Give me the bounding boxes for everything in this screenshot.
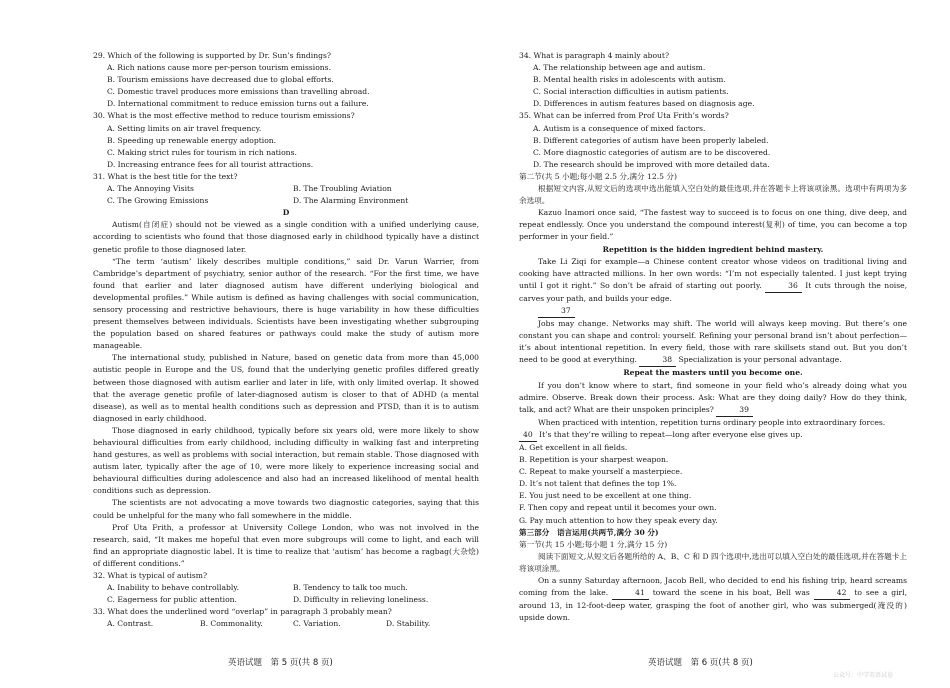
question-29-stem: 29. Which of the following is supported by Dr. Sun’s findings? bbox=[93, 51, 331, 60]
question-34-option-b: B. Mental health risks in adolescents with autism. bbox=[533, 75, 726, 85]
cloze-blank-37-line bbox=[519, 305, 907, 318]
choice-a: A. Get excellent in all fields. bbox=[519, 443, 628, 452]
question-34-option-d: D. Differences in autism features based on diagnosis age. bbox=[533, 99, 755, 109]
question-32-options-row-1 bbox=[93, 582, 479, 594]
question-32-options-row-2 bbox=[93, 594, 479, 606]
passage-d-paragraph-6: Prof Uta Frith, a professor at University College London, who was not involved in the research, said, “It makes me hopeful that even more subgroups will come to light, and each will find an appropriate diagnostic label. It is time to realize that ‘autism’ has become a ragbag(大杂烩) of different conditions.” bbox=[93, 522, 479, 568]
question-31-option-a: A. The Annoying Visits bbox=[107, 184, 194, 194]
section-2-instructions: 根据短文内容,从短文后的选项中选出能填入空白处的最佳选项,并在答题卡上将该项涂黑。选项中有两项为多余选项。 bbox=[519, 184, 907, 206]
cloze-paragraph-6 bbox=[519, 429, 907, 442]
passage-d-paragraph-3: The international study, published in Nature, based on genetic data from more than 45,000 autistic people in Europe and the US, found that the underlying genetic profiles differed greatly between those diagnosed with autism earlier and later in life, with only limited overlap. It showed that the average genetic profile of later-diagnosed autism is closer to that of ADHD (a mental disease), as well as to mental health conditions such as depression and PTSD, than it is to autism diagnosed in early childhood. bbox=[93, 353, 479, 423]
question-30-option-a: A. Setting limits on air travel frequency. bbox=[107, 123, 262, 133]
question-30-option-d: D. Increasing entrance fees for all tourist attractions. bbox=[107, 159, 314, 169]
page-6-footer: 英语试题 第 6 页(共 8 页) bbox=[648, 658, 753, 668]
choice-b: B. Repetition is your sharpest weapon. bbox=[519, 455, 669, 465]
question-34-option-c: C. Social interaction difficulties in autism patients. bbox=[533, 87, 729, 97]
passage-d-paragraph-5: The scientists are not advocating a move towards two diagnostic categories, saying that this could be unhelpful for the many who fall somewhere in the middle. bbox=[93, 498, 479, 520]
cloze-heading-1: Repetition is the hidden ingredient behind mastery. bbox=[602, 244, 824, 254]
story-text-3: to see a girl, around 13, in 12-foot-deep water, grasping the foot of another girl, who was submerged(淹没的) upside down. bbox=[519, 588, 907, 623]
question-33-option-c: C. Variation. bbox=[293, 619, 341, 629]
question-31-option-b: B. The Troubling Aviation bbox=[293, 184, 392, 194]
passage-d-heading: D bbox=[282, 208, 290, 218]
cloze-paragraph-2-end: It cuts through the noise, carves your path, and builds your edge. bbox=[519, 280, 907, 303]
passage-d-paragraph-2: “The term ‘autism’ likely describes multiple conditions,” said Dr. Varun Warrier, from Cambridge’s department of psychiatry, senior author of the research. “For the first time, we have found that earlier and later diagnosed autism have different underlying biological and developmental profiles.” While autism is defined as having challenges with social communication, sensory processing and restrictive behaviours, there is huge variability in how these difficulties present themselves between individuals. Scientists have been investigating whether subgrouping the population based on shared features or pathways could make the study of autism more manageable. bbox=[93, 256, 479, 351]
question-35-option-a: A. Autism is a consequence of mixed factors. bbox=[533, 123, 706, 133]
story-paragraph-1 bbox=[519, 575, 907, 624]
question-31-options-row-2 bbox=[93, 195, 479, 207]
cloze-paragraph-3 bbox=[519, 318, 907, 367]
passage-d-paragraph-1: Autism(自闭症) should not be viewed as a single condition with a unified underlying cause, according to scientists who found that those diagnosed early in childhood typically have a distinct genetic profile to those diagnosed later. bbox=[93, 220, 479, 254]
question-29-option-c: C. Domestic travel produces more emissions than travelling abroad. bbox=[107, 87, 370, 97]
question-32-stem: 32. What is typical of autism? bbox=[93, 571, 208, 581]
blank-36: 36 bbox=[765, 280, 802, 293]
choice-f: F. Then copy and repeat until it becomes your own. bbox=[519, 503, 717, 513]
question-33-option-d: D. Stability. bbox=[386, 619, 431, 629]
cloze-heading-2: Repeat the masters until you become one. bbox=[623, 368, 803, 378]
cloze-paragraph-3-end: Specialization is your personal advantage. bbox=[678, 355, 842, 365]
question-34-option-a: A. The relationship between age and autism. bbox=[533, 63, 706, 73]
story-text-1: On a sunny Saturday afternoon, Jacob Bell, who decided to end his fishing trip, heard screams coming from the lake. bbox=[519, 576, 907, 598]
question-29-option-a: A. Rich nations cause more per-person tourism emissions. bbox=[107, 63, 331, 73]
cloze-paragraph-4-text: If you don’t know where to start, find someone in your field who’s already doing what you admire. Observe. Break down their process. Ask: What are they doing daily? How do they think, talk, and act? What are their unspoken principles? bbox=[519, 380, 907, 414]
blank-37: 37 bbox=[538, 305, 575, 318]
question-32-option-b: B. Tendency to talk too much. bbox=[293, 583, 408, 593]
question-33-options bbox=[93, 618, 479, 630]
section-1-instructions: 阅读下面短文,从短文后各题所给的 A、B、C 和 D 四个选项中,选出可以填入空白处的最佳选项,并在答题卡上将该项涂黑。 bbox=[519, 551, 907, 573]
question-33-option-b: B. Commonality. bbox=[200, 619, 263, 629]
section-2-title: 第二节(共 5 小题;每小题 2.5 分,满分 12.5 分) bbox=[519, 171, 677, 181]
cloze-paragraph-6-text: It’s that they’re willing to repeat—long after everyone else gives up. bbox=[539, 429, 803, 439]
watermark: 公众号：中学英语试卷 bbox=[833, 672, 894, 679]
cloze-paragraph-5: When practiced with intention, repetition turns ordinary people into extraordinary forces. bbox=[538, 417, 886, 427]
question-35-option-d: D. The research should be improved with more detailed data. bbox=[533, 159, 770, 169]
part-3-title: 第三部分 语言运用(共两节,满分 30 分) bbox=[519, 527, 659, 537]
question-30-option-b: B. Speeding up renewable energy adoption. bbox=[107, 135, 277, 145]
section-1-title: 第一节(共 15 小题;每小题 1 分,满分 15 分) bbox=[519, 539, 668, 549]
cloze-paragraph-2 bbox=[519, 256, 907, 305]
blank-41: 41 bbox=[612, 587, 649, 600]
cloze-paragraph-4 bbox=[519, 380, 907, 417]
question-31-stem: 31. What is the best title for the text? bbox=[93, 171, 238, 181]
right-page bbox=[519, 50, 907, 624]
choice-c: C. Repeat to make yourself a masterpiece. bbox=[519, 467, 683, 477]
question-33-option-a: A. Contrast. bbox=[107, 619, 154, 629]
choice-e: E. You just need to be excellent at one thing. bbox=[519, 491, 692, 501]
passage-d-paragraph-4: Those diagnosed in early childhood, typically before six years old, were more likely to show behavioural difficulties from early childhood, including difficulty in walking fast and interpreting hand gestures, as well as problems with social interaction, but remain stable. Those diagnosed with autism later, typically after the age of 10, were more likely to experience increasing social and behavioural difficulties during adolescence and also had an increased likelihood of mental health conditions such as depression. bbox=[93, 425, 479, 496]
question-31-option-d: D. The Alarming Environment bbox=[293, 196, 409, 206]
question-32-option-a: A. Inability to behave controllably. bbox=[107, 583, 239, 593]
choice-d: D. It’s not talent that defines the top 1%. bbox=[519, 479, 677, 489]
cloze-paragraph-2-start: Take Li Ziqi for example—a Chinese content creator whose videos on traditional living and cooking have attracted millions. In her own words: “I’m not especially talented. I just kept trying until I got it right.” So don’t be afraid of starting out poorly. bbox=[519, 256, 907, 290]
blank-40: 40 bbox=[519, 429, 537, 442]
question-32-option-c: C. Eagerness for public attention. bbox=[107, 595, 237, 605]
question-35-option-c: C. More diagnostic categories of autism are to be discovered. bbox=[533, 147, 771, 157]
question-29-option-b: B. Tourism emissions have decreased due to global efforts. bbox=[107, 75, 334, 85]
question-34-stem: 34. What is paragraph 4 mainly about? bbox=[519, 51, 670, 60]
question-31-options-row-1 bbox=[93, 183, 479, 195]
question-30-stem: 30. What is the most effective method to reduce tourism emissions? bbox=[93, 111, 355, 121]
page-5-footer: 英语试题 第 5 页(共 8 页) bbox=[228, 658, 333, 668]
blank-39: 39 bbox=[716, 404, 753, 417]
question-33-stem: 33. What does the underlined word “overlap” in paragraph 3 probably mean? bbox=[93, 607, 392, 617]
story-text-2: toward the scene in his boat, Bell was bbox=[652, 588, 810, 598]
blank-38: 38 bbox=[639, 354, 676, 367]
question-30-option-c: C. Making strict rules for tourism in rich nations. bbox=[107, 147, 297, 157]
question-31-option-c: C. The Growing Emissions bbox=[107, 196, 209, 206]
choice-g: G. Pay much attention to how they speak every day. bbox=[519, 515, 718, 525]
question-35-option-b: B. Different categories of autism have been properly labeled. bbox=[533, 135, 769, 145]
question-32-option-d: D. Difficulty in relieving loneliness. bbox=[293, 595, 429, 605]
question-35-stem: 35. What can be inferred from Prof Uta Frith’s words? bbox=[519, 111, 729, 121]
question-29-option-d: D. International commitment to reduce emission turns out a failure. bbox=[107, 99, 369, 109]
cloze-paragraph-1: Kazuo Inamori once said, “The fastest way to succeed is to focus on one thing, dive deep, and repeat endlessly. Once you understand the compound interest(复利) of time, you can become a top performer in your field.” bbox=[519, 208, 907, 242]
cloze-paragraph-3-start: Jobs may change. Networks may shift. The world will always keep moving. But there’s one constant you can shape and control: yourself. Refining your personal brand isn’t about perfection—it’s about intentional repetition. In every field, those with rare skillsets stand out. But you don’t need to be good at everything. bbox=[519, 319, 907, 365]
blank-42: 42 bbox=[814, 587, 851, 600]
left-page bbox=[93, 50, 479, 631]
